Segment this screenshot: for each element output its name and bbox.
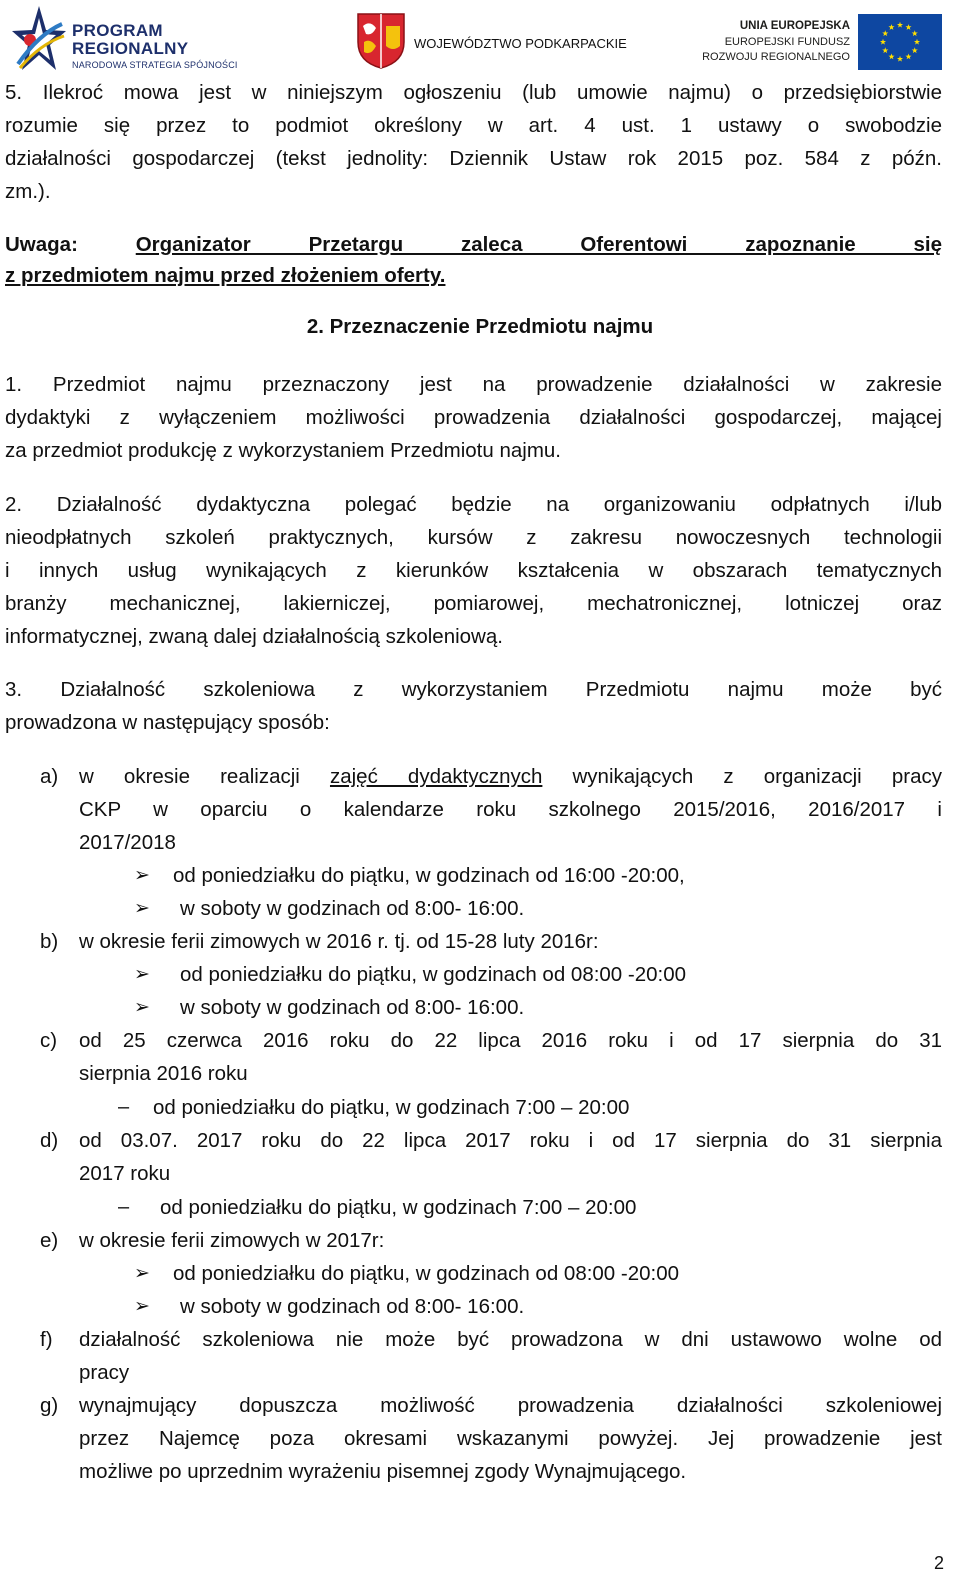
list-marker: g) (40, 1394, 59, 1417)
page-header (0, 0, 960, 80)
bullet-text: od poniedziałku do piątku, w godzinach od 08:00 -20:00 (173, 1262, 680, 1285)
text-line: zm.). (5, 180, 51, 203)
program-regionalny-logo (10, 4, 240, 74)
ue-label: UNIA EUROPEJSKA (739, 20, 850, 32)
text-line: działalności gospodarczej (tekst jednolity: Dziennik Ustaw rok 2015 poz. 584 z późn. (5, 147, 942, 170)
text-line (79, 760, 942, 793)
bullet-text: w soboty w godzinach od 8:00- 16:00. (180, 996, 525, 1019)
wojewodztwo-label: WOJEWÓDZTWO PODKARPACKIE (414, 36, 627, 51)
text-fragment: w okresie realizacji (79, 765, 330, 788)
text-line: CKP w oparciu o kalendarze roku szkolnego 2015/2016, 2016/2017 i (79, 798, 942, 821)
arrow-bullet-icon: ➢ (134, 865, 150, 886)
text-line: informatycznej, zwaną dalej działalnością szkoleniową. (5, 625, 503, 648)
text-line: działalność szkoleniowa nie może być prowadzona w dni ustawowo wolne od (79, 1328, 942, 1351)
text-line: rozumie się przez to podmiot określony w art. 4 ust. 1 ustawy o swobodzie (5, 114, 942, 137)
list-item-text (79, 1024, 942, 1090)
text-line: 2. Działalność dydaktyczna polegać będzie na organizowaniu odpłatnych i/lub (5, 493, 942, 516)
list-item-text (79, 1224, 942, 1257)
page-number: 2 (933, 1553, 944, 1573)
section-heading: 2. Przeznaczenie Przedmiotu najmu (306, 315, 654, 338)
bullet-text: w soboty w godzinach od 8:00- 16:00. (180, 897, 525, 920)
paragraph-2 (5, 488, 942, 653)
dash-text: od poniedziałku do piątku, w godzinach 7:00 – 20:00 (153, 1096, 630, 1119)
wojewodztwo-logo (356, 12, 626, 72)
uwaga-line-1 (5, 228, 942, 261)
list-marker: f) (40, 1328, 53, 1351)
arrow-bullet-icon: ➢ (134, 898, 150, 919)
list-item-text (79, 1389, 942, 1488)
uwaga-label: Uwaga: (5, 233, 78, 256)
arrow-bullet-icon: ➢ (134, 997, 150, 1018)
text-line: w okresie ferii zimowych w 2016 r. tj. od 15-28 luty 2016r: (79, 930, 599, 953)
list-marker: b) (40, 930, 59, 953)
text-line: 2017 roku (79, 1162, 171, 1185)
list-marker: d) (40, 1129, 59, 1152)
text-line: prowadzona w następujący sposób: (5, 711, 330, 734)
dash-text: od poniedziałku do piątku, w godzinach 7:00 – 20:00 (160, 1196, 637, 1219)
list-item-text (79, 1124, 942, 1190)
text-line: od 03.07. 2017 roku do 22 lipca 2017 roku i od 17 sierpnia do 31 sierpnia (79, 1129, 942, 1152)
text-line: wynajmujący dopuszcza możliwość prowadzenia działalności szkoleniowej (79, 1394, 942, 1417)
program-label: PROGRAM (72, 21, 163, 40)
dash-bullet-icon: – (118, 1196, 130, 1218)
arrow-bullet-icon: ➢ (134, 964, 150, 985)
regionalny-label: REGIONALNY (72, 39, 189, 58)
bullet-text: od poniedziałku do piątku, w godzinach od 16:00 -20:00, (173, 864, 685, 887)
eu-flag-icon (858, 14, 942, 70)
list-marker: a) (40, 765, 59, 788)
star-logo-icon (10, 4, 68, 74)
text-line: 2017/2018 (79, 831, 176, 854)
dash-bullet-icon: – (118, 1096, 130, 1118)
text-line: dydaktyki z wyłączeniem możliwości prowadzenia działalności gospodarczej, mającej (5, 406, 942, 429)
text-line: w okresie ferii zimowych w 2017r: (79, 1229, 385, 1252)
list-marker: c) (40, 1029, 58, 1052)
text-line: pracy (79, 1361, 130, 1384)
text-line: 5. Ilekroć mowa jest w niniejszym ogłoszeniu (lub umowie najmu) o przedsiębiorstwie (5, 81, 942, 104)
text-line: 1. Przedmiot najmu przeznaczony jest na prowadzenie działalności w zakresie (5, 373, 942, 396)
text-line: przez Najemcę poza okresami wskazanymi powyżej. Jej prowadzenie jest (79, 1427, 942, 1450)
uwaga-note (5, 228, 942, 291)
text-line: sierpnia 2016 roku (79, 1062, 248, 1085)
text-line: 3. Działalność szkoleniowa z wykorzystaniem Przedmiotu najmu może być (5, 678, 942, 701)
eu-logo (702, 14, 946, 74)
text-line: nieodpłatnych szkoleń praktycznych, kursów z zakresu nowoczesnych technologii (5, 526, 942, 549)
arrow-bullet-icon: ➢ (134, 1296, 150, 1317)
arrow-bullet-icon: ➢ (134, 1263, 150, 1284)
paragraph-1 (5, 368, 942, 467)
uwaga-text-1: Organizator Przetargu zaleca Oferentowi zapoznanie się (135, 233, 942, 256)
paragraph-3 (5, 673, 942, 739)
list-item-text (79, 925, 942, 958)
text-fragment: wynikających z organizacji pracy (542, 765, 942, 788)
text-line: od 25 czerwca 2016 roku do 22 lipca 2016 roku i od 17 sierpnia do 31 (79, 1029, 942, 1052)
text-line: możliwe po uprzednim wyrażeniu pisemnej zgody Wynajmującego. (79, 1460, 687, 1483)
text-line: branży mechanicznej, lakierniczej, pomiarowej, mechatronicznej, lotniczej oraz (5, 592, 942, 615)
uwaga-text-2: z przedmiotem najmu przed złożeniem oferty. (5, 264, 446, 287)
list-item-text (79, 760, 942, 859)
underlined-text: zajęć dydaktycznych (329, 765, 543, 788)
bullet-text: w soboty w godzinach od 8:00- 16:00. (180, 1295, 525, 1318)
coat-of-arms-icon (356, 12, 406, 70)
nss-label: NARODOWA STRATEGIA SPÓJNOŚCI (72, 60, 238, 70)
list-marker: e) (40, 1229, 59, 1252)
bullet-text: od poniedziałku do piątku, w godzinach od 08:00 -20:00 (180, 963, 687, 986)
efrr-label-1: EUROPEJSKI FUNDUSZ (724, 36, 850, 48)
uwaga-line-2 (5, 261, 942, 291)
paragraph-5 (5, 76, 942, 208)
list-item-text (79, 1323, 942, 1389)
text-line: i innych usług wynikających z kierunków kształcenia w obszarach tematycznych (5, 559, 942, 582)
efrr-label-2: ROZWOJU REGIONALNEGO (702, 51, 850, 63)
text-line: za przedmiot produkcję z wykorzystaniem Przedmiotu najmu. (5, 439, 561, 462)
